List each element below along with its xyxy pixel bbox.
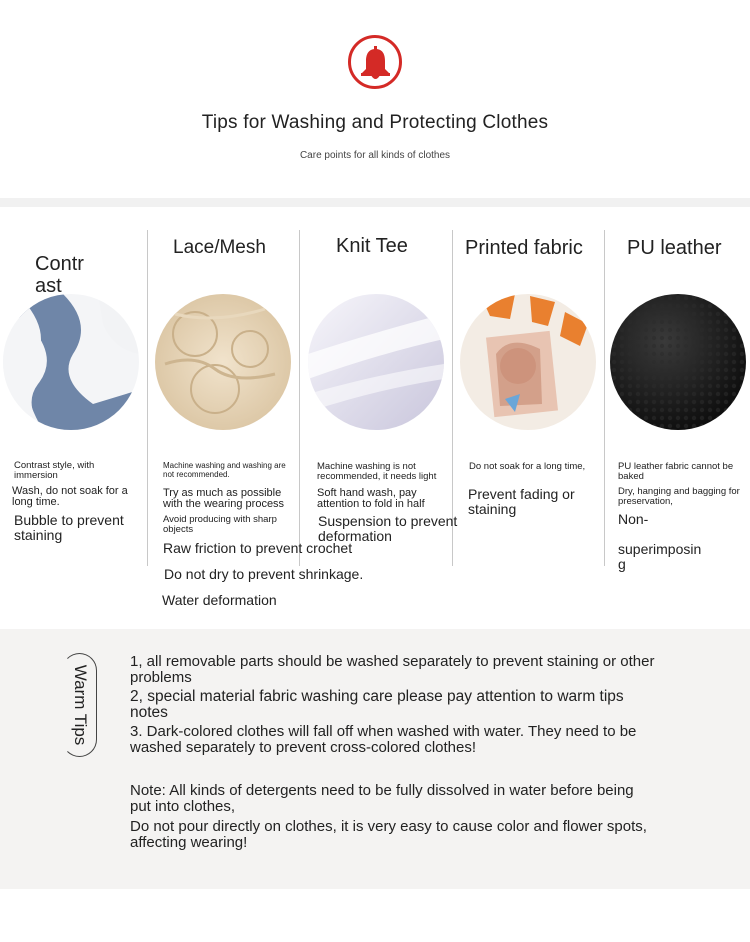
fabric-note: Contrast style, with immersion <box>14 460 95 481</box>
fabric-tip: Bubble to prevent staining <box>14 512 124 543</box>
fabric-note: Do not soak for a long time, <box>469 461 586 472</box>
column-divider <box>604 230 605 566</box>
fabric-note: Machine washing and washing are not recommended. <box>163 461 286 479</box>
fabric-tip: Suspension to prevent deformation <box>318 513 458 544</box>
fabric-title-pu-leather: PU leather <box>627 237 722 259</box>
fabric-title-contrast <box>35 253 84 297</box>
warm-tip-item: 2, special material fabric washing care please pay attention to warm tips notes <box>130 688 624 721</box>
footer-blank <box>0 889 750 942</box>
bell-icon <box>359 45 392 81</box>
fabric-tip: Soft hand wash, pay attention to fold in half <box>317 487 425 510</box>
fabric-tip: Avoid producing with sharp objects <box>163 514 277 535</box>
fabric-tip: Raw friction to prevent crochet <box>163 540 353 556</box>
fabric-care-section <box>0 207 750 629</box>
fabric-title-line: ast <box>35 275 62 297</box>
fabric-tip: Dry, hanging and bagging for preservation, <box>618 486 740 507</box>
fabric-note: Machine washing is not recommended, it needs light <box>317 461 437 482</box>
contrast-fabric-swatch <box>3 294 139 430</box>
fabric-tip: Try as much as possible with the wearing process <box>163 487 285 510</box>
column-divider <box>299 230 300 566</box>
fabric-tip: superimposin <box>618 541 702 557</box>
warm-tip-item: 3. Dark-colored clothes will fall off when washed with water. They need to be washed separately to prevent cross-colored clothes! <box>130 723 637 756</box>
warm-tip-note: Do not pour directly on clothes, it is very easy to cause color and flower spots, affecting wearing! <box>130 818 647 851</box>
printed-fabric-swatch <box>460 294 596 430</box>
fabric-title-line: Contr <box>35 253 84 275</box>
fabric-tip: Water deformation <box>162 592 277 608</box>
fabric-tip: Prevent fading or staining <box>468 486 575 517</box>
warm-tips-label: Warm Tips <box>71 664 90 746</box>
page-subtitle: Care points for all kinds of clothes <box>299 150 451 161</box>
knit-tee-fabric-swatch <box>308 294 444 430</box>
fabric-tip: Non- <box>618 511 649 527</box>
bell-badge <box>348 35 402 89</box>
warm-tip-item: 1, all removable parts should be washed separately to prevent staining or other problems <box>130 653 655 686</box>
pu-leather-fabric-swatch <box>610 294 746 430</box>
fabric-title-knit-tee: Knit Tee <box>336 235 408 257</box>
fabric-tip: Wash, do not soak for a long time. <box>12 485 128 508</box>
lace-mesh-fabric-swatch <box>155 294 291 430</box>
fabric-tip: Do not dry to prevent shrinkage. <box>164 566 364 582</box>
fabric-title-printed-fabric: Printed fabric <box>465 237 583 259</box>
fabric-tip: g <box>618 556 626 572</box>
fabric-title-lace-mesh: Lace/Mesh <box>173 237 266 258</box>
section-separator <box>0 198 750 207</box>
column-divider <box>147 230 148 566</box>
warm-tip-note: Note: All kinds of detergents need to be fully dissolved in water before being put into clothes, <box>130 782 634 815</box>
page-title: Tips for Washing and Protecting Clothes <box>201 112 549 133</box>
warm-tips-section <box>0 629 750 889</box>
header <box>0 0 750 198</box>
fabric-note: PU leather fabric cannot be baked <box>618 461 734 482</box>
